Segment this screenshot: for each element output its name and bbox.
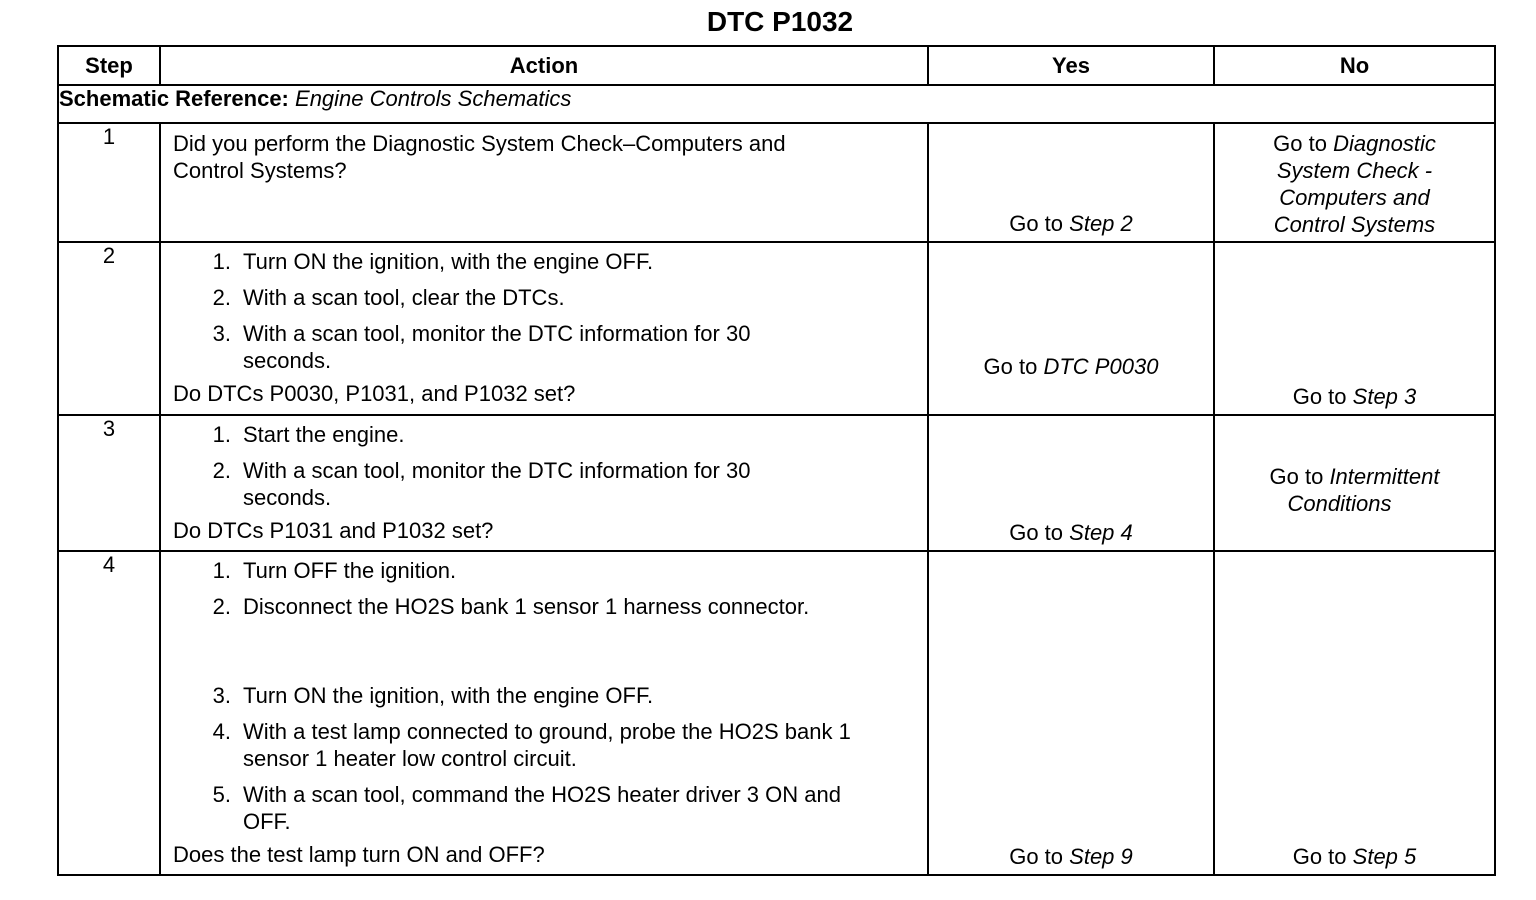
list-item: 2. With a scan tool, monitor the DTC information for 30 seconds. (212, 458, 751, 510)
header-yes: Yes (928, 46, 1214, 85)
header-step: Step (58, 46, 160, 85)
list-item: 5. With a scan tool, command the HO2S heater driver 3 ON and OFF. (212, 782, 841, 834)
action-content (161, 243, 927, 407)
list-item: 4. With a test lamp connected to ground, probe the HO2S bank 1 sensor 1 heater low control circuit. (212, 719, 851, 771)
list-item: 3. With a scan tool, monitor the DTC information for 30 seconds. (212, 321, 751, 373)
yes-cell (928, 415, 1214, 551)
header-action: Action (160, 46, 928, 85)
diagnostic-table (57, 45, 1496, 876)
no-cell (1214, 551, 1495, 875)
list-item: 2. With a scan tool, clear the DTCs. (212, 285, 565, 310)
yes-goto: Go to Step 4 (1009, 520, 1133, 545)
step-number: 4 (58, 551, 160, 875)
schematic-label: Schematic Reference: (59, 86, 289, 111)
yes-goto: Go to Step 9 (1009, 844, 1133, 869)
table-row (58, 123, 1495, 242)
yes-cell (928, 551, 1214, 875)
no-cell (1214, 415, 1495, 551)
page-title: DTC P1032 (706, 6, 854, 37)
action-list (173, 248, 917, 374)
action-list (173, 557, 917, 835)
table-row (58, 551, 1495, 875)
yes-goto: Go to DTC P0030 (983, 354, 1159, 379)
list-item: 3. Turn ON the ignition, with the engine OFF. (212, 683, 654, 708)
yes-goto: Go to Step 2 (1009, 211, 1133, 236)
schematic-reference (58, 85, 1495, 123)
action-content (161, 552, 927, 868)
action-question: Did you perform the Diagnostic System Check–Computers and Control Systems? (173, 131, 786, 183)
schematic-reference-row (58, 85, 1495, 123)
schematic-ref: Engine Controls Schematics (295, 86, 572, 111)
action-cell (160, 242, 928, 415)
action-cell (160, 123, 928, 242)
step-number: 1 (58, 123, 160, 242)
action-content (161, 416, 927, 544)
step-number: 3 (58, 415, 160, 551)
no-goto: Go to Step 5 (1292, 844, 1417, 869)
no-goto: Go to Intermittent Conditions (1269, 464, 1440, 516)
header-no: No (1214, 46, 1495, 85)
table-row (58, 415, 1495, 551)
yes-cell (928, 242, 1214, 415)
no-goto: Go to Step 3 (1292, 384, 1417, 409)
list-item: 1. Turn ON the ignition, with the engine OFF. (212, 249, 654, 274)
no-goto: Go to Diagnostic System Check - Computers and Control Systems (1273, 131, 1436, 237)
list-item: 1. Start the engine. (212, 422, 405, 447)
header-row (58, 46, 1495, 85)
list-item: 1. Turn OFF the ignition. (212, 558, 457, 583)
no-cell (1214, 123, 1495, 242)
list-item: 2. Disconnect the HO2S bank 1 sensor 1 harness connector. (212, 594, 810, 619)
no-cell (1214, 242, 1495, 415)
yes-cell (928, 123, 1214, 242)
action-cell (160, 415, 928, 551)
action-question: Do DTCs P0030, P1031, and P1032 set? (173, 381, 576, 406)
table-row (58, 242, 1495, 415)
step-number: 2 (58, 242, 160, 415)
action-question: Do DTCs P1031 and P1032 set? (173, 518, 494, 543)
action-list (173, 421, 917, 511)
action-question: Does the test lamp turn ON and OFF? (173, 842, 545, 867)
action-cell (160, 551, 928, 875)
